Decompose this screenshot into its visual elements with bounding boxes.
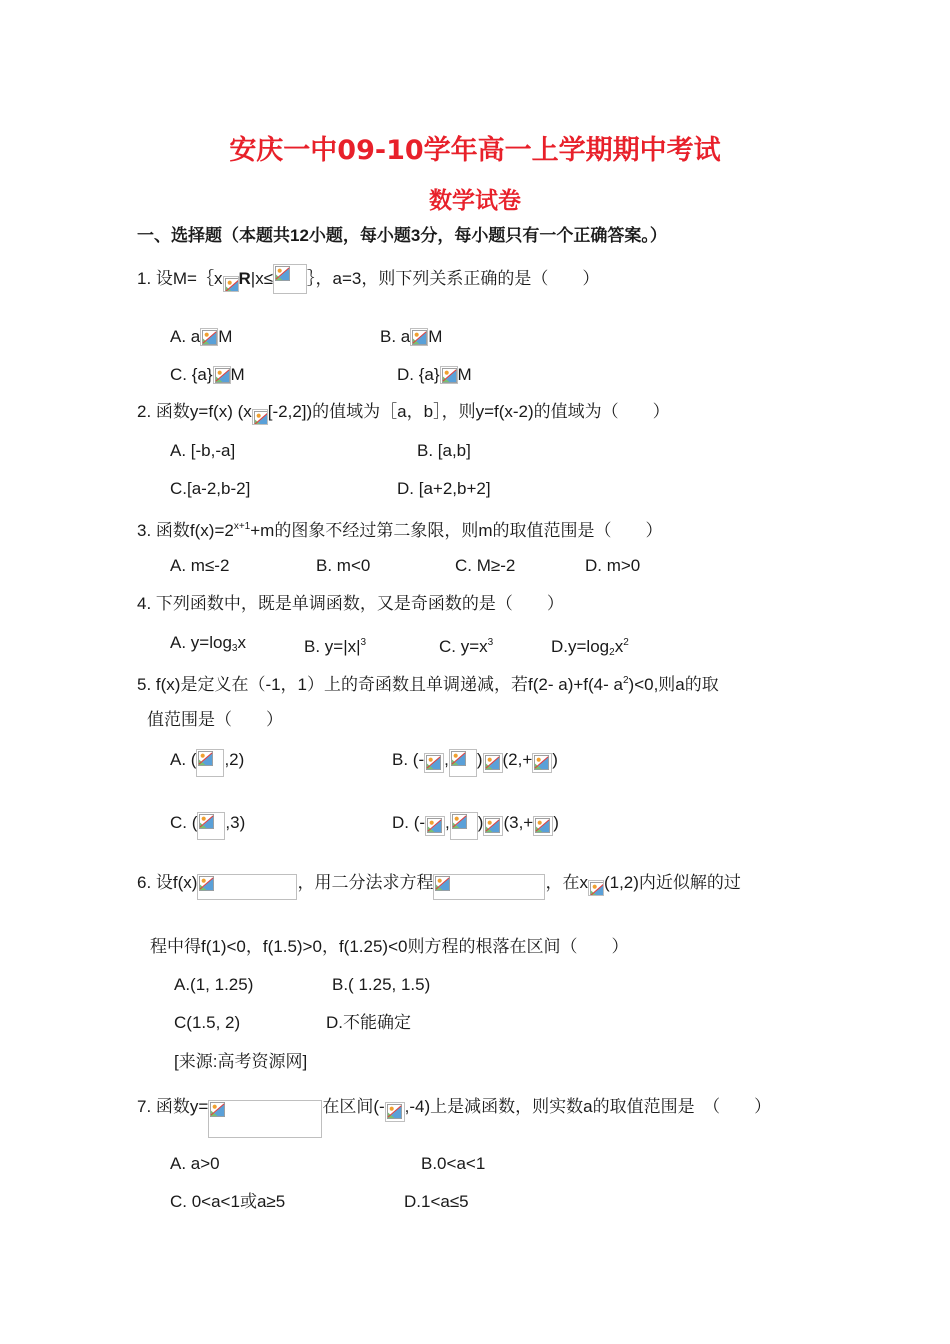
broken-image-icon (532, 753, 552, 773)
q6-option-a: A.(1, 1.25) (174, 975, 254, 994)
q5-option-b: B. (- , ) (2,+ ) (392, 748, 558, 777)
broken-image-icon (410, 328, 428, 346)
broken-image-icon (208, 1100, 322, 1138)
broken-image-icon (252, 409, 268, 425)
q1-option-b: B. a M (380, 327, 443, 346)
q3-option-b: B. m<0 (316, 556, 371, 575)
q7-option-c: C. 0<a<1或a≥5 (170, 1192, 286, 1211)
q1-option-d: D. {a} M (397, 365, 472, 384)
section-heading: 一、选择题（本题共12小题，每小题3分，每小题只有一个正确答案。） (137, 226, 667, 245)
broken-image-icon (196, 749, 224, 777)
q4-option-d: $D.y=\log_2x^2$ (551, 637, 629, 658)
broken-image-icon (223, 276, 239, 292)
broken-image-icon (200, 328, 218, 346)
broken-image-icon (449, 749, 477, 777)
q3-option-c: C. M≥-2 (455, 556, 516, 575)
q4-option-b: B. $y=|x|^3$ (304, 637, 367, 656)
broken-image-icon (483, 816, 503, 836)
q5-option-c: C. ( ,3) (170, 811, 245, 840)
q1-option-c: C. {a} M (170, 365, 245, 384)
question-2: 2. 函数y=f(x) (x [-2,2])的值域为［a，b］，则y=f(x-2)的值域为（ ） (137, 400, 670, 425)
broken-image-icon (213, 366, 231, 384)
q5-option-a: A. ( ,2) (170, 748, 244, 777)
broken-image-icon (425, 816, 445, 836)
broken-image-icon (433, 874, 545, 900)
question-5-cont: 值范围是（ ） (147, 710, 283, 729)
exam-subtitle: 数学试卷 (429, 188, 521, 214)
q7-option-b: B.0<a<1 (421, 1154, 486, 1173)
broken-image-icon (273, 264, 307, 294)
broken-image-icon (424, 753, 444, 773)
q3-option-a: A. m≤-2 (170, 556, 230, 575)
q5-option-d: D. (- , ) (3,+ ) (392, 811, 559, 840)
q1-option-a: A. a M (170, 327, 233, 346)
question-3: 3. 函数$f(x)=2^{x+1}+m$的图象不经过第二象限，则m的取值范围是（ ） (137, 521, 663, 540)
question-1: 1. 设M=｛x R|x≤ ｝，a=3，则下列关系正确的是（ ） (137, 264, 599, 294)
broken-image-icon (385, 1102, 405, 1122)
q2-option-d: D. [a+2,b+2] (397, 479, 491, 498)
broken-image-icon (588, 880, 604, 896)
question-5: 5. f(x)是定义在（-1，1）上的奇函数且单调递减，若f(2- a)+f(4- $a^2)<0$,则a的取 (137, 675, 719, 694)
q6-option-b: B.( 1.25, 1.5) (332, 975, 431, 994)
q2-option-a: A. [-b,-a] (170, 441, 236, 460)
source-note: [来源:高考资源网] (174, 1052, 308, 1071)
q2-option-b: B. [a,b] (417, 441, 471, 460)
q6-option-d: D.不能确定 (326, 1013, 411, 1032)
q2-option-c: C.[a-2,b-2] (170, 479, 251, 498)
q7-option-d: D.1<a≤5 (404, 1192, 469, 1211)
broken-image-icon (440, 366, 458, 384)
broken-image-icon (483, 753, 503, 773)
exam-title: 安庆一中09-10学年高一上学期期中考试 (229, 135, 721, 166)
broken-image-icon (533, 816, 553, 836)
q4-option-a: A. $y=\log_3x$ (170, 633, 246, 654)
question-6-cont: 程中得f(1)<0，f(1.5)>0，f(1.25)<0则方程的根落在区间（ ） (150, 937, 629, 956)
q3-option-d: D. m>0 (585, 556, 641, 575)
q7-option-a: A. a>0 (170, 1154, 220, 1173)
question-6: 6. 设f(x) ，用二分法求方程 ，在x (1,2)内近似解的过 (137, 871, 741, 900)
q6-option-c: C(1.5, 2) (174, 1013, 241, 1032)
broken-image-icon (197, 874, 297, 900)
q4-option-c: C. $y=x^3$ (439, 637, 494, 656)
broken-image-icon (197, 812, 225, 840)
question-7: 7. 函数y= 在区间(- ,-4)上是减函数，则实数a的取值范围是 （ ） (137, 1095, 771, 1138)
question-4: 4. 下列函数中，既是单调函数，又是奇函数的是（ ） (137, 594, 564, 613)
broken-image-icon (450, 812, 478, 840)
